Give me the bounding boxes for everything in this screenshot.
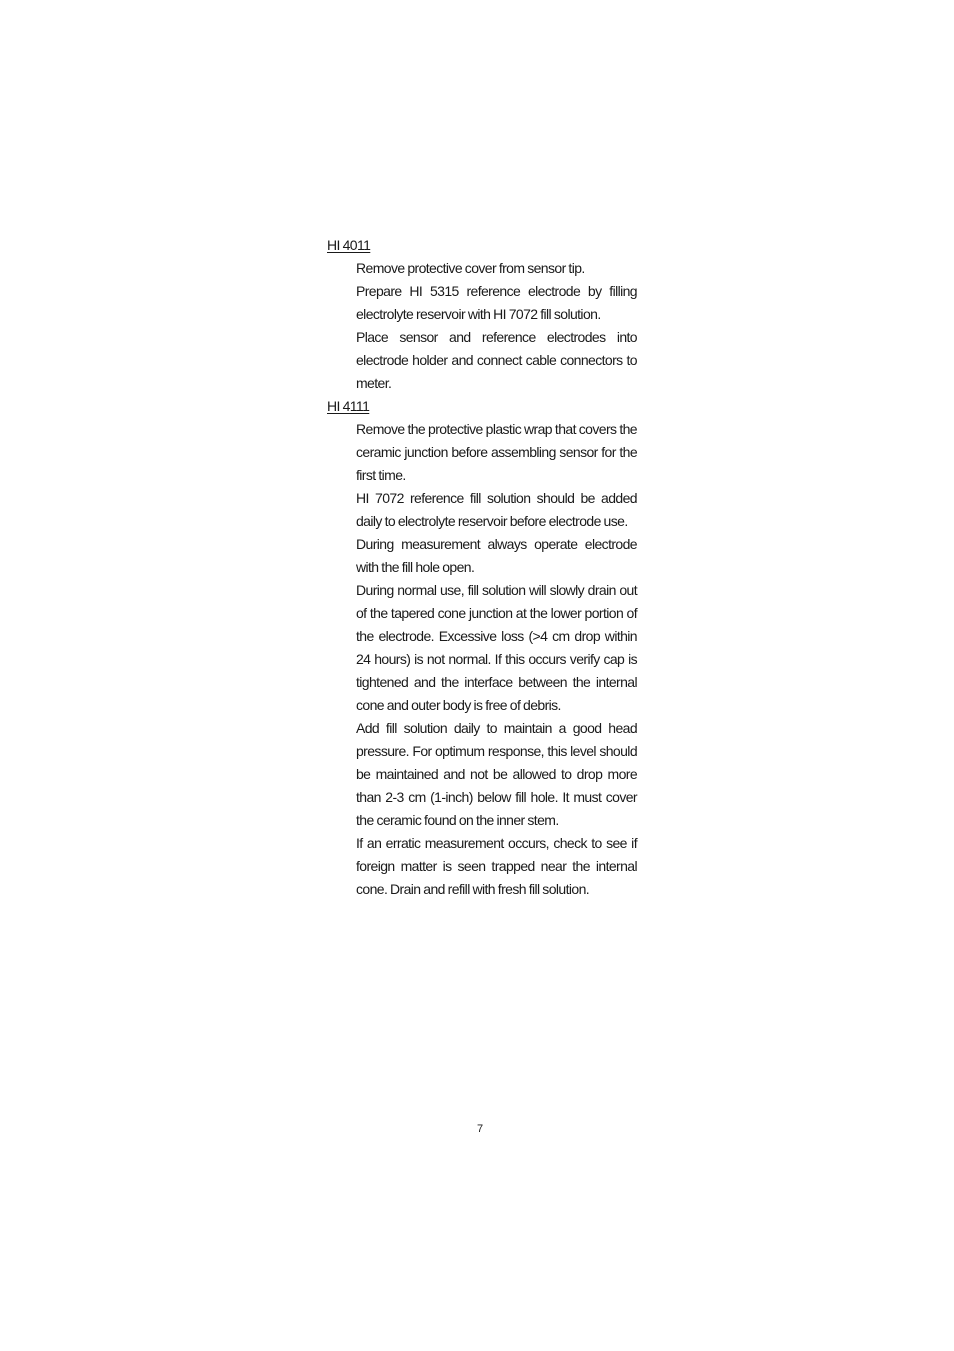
paragraph: Remove protective cover from sensor tip.	[356, 260, 585, 276]
paragraph: Place sensor and reference electrodes into electrode holder and connect cable connectors to meter.	[356, 329, 637, 391]
paragraph: Prepare HI 5315 reference electrode by filling electrolyte reservoir with HI 7072 fill solution.	[356, 283, 637, 322]
section-hi-4111	[327, 395, 637, 901]
paragraph: Remove the protective plastic wrap that covers the ceramic junction before assembling sensor for the first time.	[356, 421, 637, 483]
paragraph: Add fill solution daily to maintain a good head pressure. For optimum response, this level should be maintained and not be allowed to drop more than 2-3 cm (1-inch) below fill hole. It must cover the ceramic found on the inner stem.	[356, 720, 637, 828]
paragraph: If an erratic measurement occurs, check to see if foreign matter is seen trapped near the internal cone. Drain and refill with fresh fill solution.	[356, 835, 637, 897]
section-heading-hi-4111: HI 4111	[327, 398, 370, 414]
paragraph: During measurement always operate electrode with the fill hole open.	[356, 536, 637, 575]
paragraph: HI 7072 reference fill solution should be added daily to electrolyte reservoir before electrode use.	[356, 490, 637, 529]
section-heading-hi-4011: HI 4011	[327, 237, 371, 253]
page-number: 7	[476, 1123, 484, 1135]
instructions-content	[327, 234, 637, 901]
paragraph: During normal use, fill solution will slowly drain out of the tapered cone junction at the lower portion of the electrode. Excessive loss (>4 cm drop within 24 hours) is not normal. If this occurs verify cap is tightened and the interface between the internal cone and outer body is free of debris.	[356, 582, 637, 713]
section-hi-4011	[327, 234, 637, 395]
